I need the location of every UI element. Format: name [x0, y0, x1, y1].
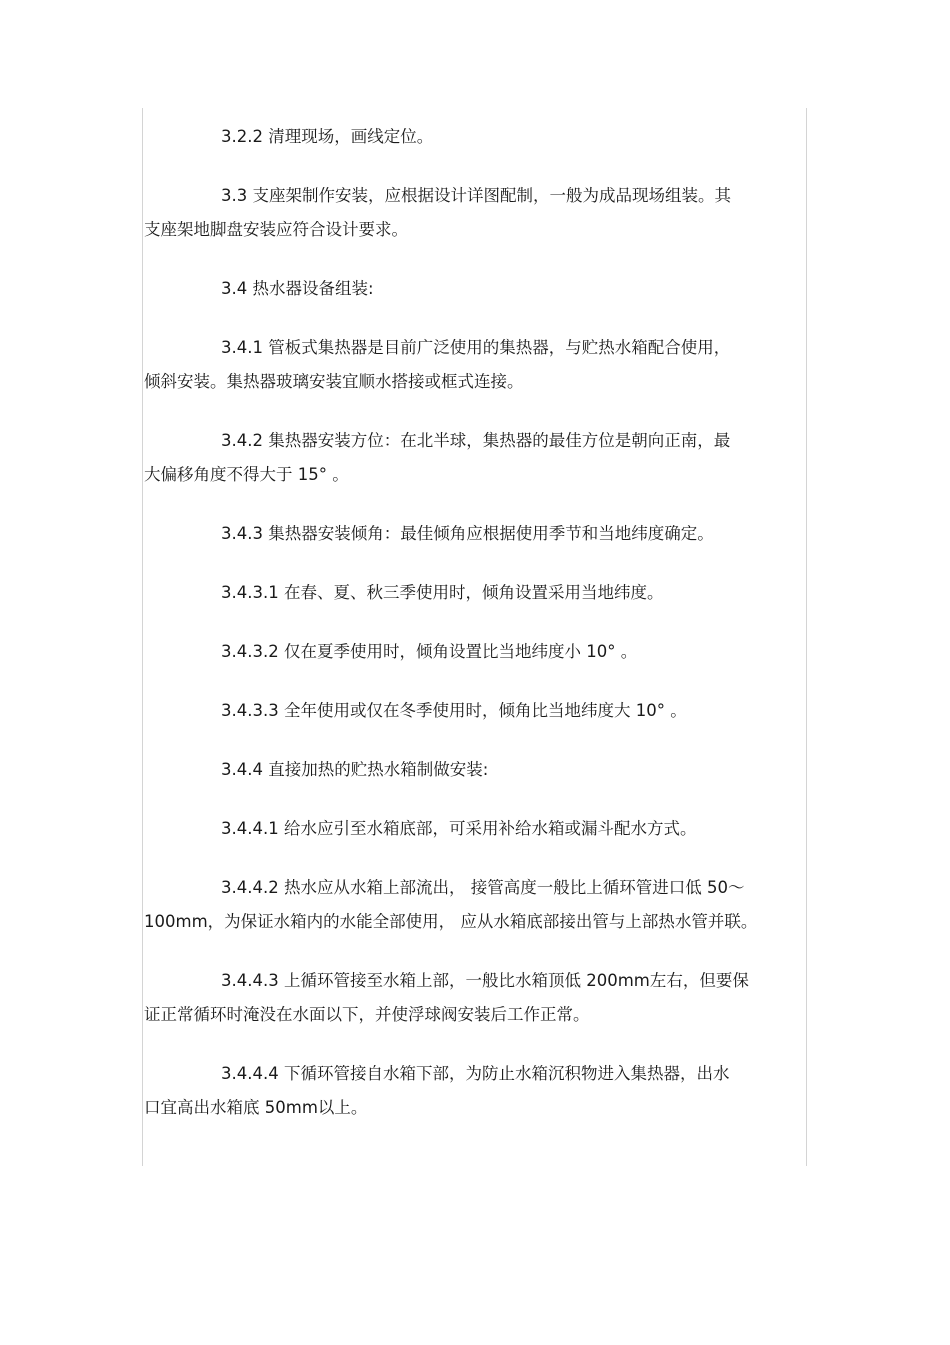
paragraph-3-4-1 [144, 331, 804, 399]
paragraph-3-4-4-3 [144, 964, 804, 1032]
text-line: 3.2.2 清理现场，画线定位。 [221, 127, 434, 146]
text-line: 3.4.1 管板式集热器是目前广泛使用的集热器，与贮热水箱配合使用， [221, 338, 731, 357]
paragraph-3-4-3-1 [144, 576, 804, 610]
text-line: 3.4.4.4 下循环管接自水箱下部，为防止水箱沉积物进入集热器，出水 [221, 1064, 730, 1083]
text-line: 3.4.4.2 热水应从水箱上部流出， 接管高度一般比上循环管进口低 50～ [221, 878, 745, 897]
text-line: 3.4.3.2 仅在夏季使用时，倾角设置比当地纬度小 10° 。 [221, 642, 638, 661]
text-line: 支座架地脚盘安装应符合设计要求。 [144, 220, 408, 239]
paragraph-3-2-2 [144, 120, 804, 154]
paragraph-3-4-3-2 [144, 635, 804, 669]
paragraph-3-4-4-4 [144, 1057, 804, 1125]
text-line: 3.4.3.1 在春、夏、秋三季使用时，倾角设置采用当地纬度。 [221, 583, 664, 602]
right-margin-rule [806, 108, 807, 1166]
paragraph-3-4 [144, 272, 804, 306]
paragraph-3-4-4-1 [144, 812, 804, 846]
text-line: 3.4.4.1 给水应引至水箱底部，可采用补给水箱或漏斗配水方式。 [221, 819, 697, 838]
text-line: 证正常循环时淹没在水面以下，并使浮球阀安装后工作正常。 [144, 1005, 590, 1024]
document-body [144, 120, 804, 1125]
text-line: 3.3 支座架制作安装，应根据设计详图配制，一般为成品现场组装。其 [221, 186, 731, 205]
text-line: 口宜高出水箱底 50mm以上。 [144, 1098, 368, 1117]
text-line: 3.4.2 集热器安装方位：在北半球，集热器的最佳方位是朝向正南，最 [221, 431, 731, 450]
text-line: 倾斜安装。集热器玻璃安装宜顺水搭接或框式连接。 [144, 372, 524, 391]
text-line: 3.4 热水器设备组装: [221, 279, 374, 298]
text-line: 3.4.4.3 上循环管接至水箱上部，一般比水箱顶低 200mm左右，但要保 [221, 971, 749, 990]
text-line: 3.4.4 直接加热的贮热水箱制做安装: [221, 760, 489, 779]
paragraph-3-3 [144, 179, 804, 247]
text-line: 3.4.3 集热器安装倾角：最佳倾角应根据使用季节和当地纬度确定。 [221, 524, 714, 543]
paragraph-3-4-2 [144, 424, 804, 492]
paragraph-3-4-4-2 [144, 871, 804, 939]
paragraph-3-4-3-3 [144, 694, 804, 728]
text-line: 3.4.3.3 全年使用或仅在冬季使用时，倾角比当地纬度大 10° 。 [221, 701, 687, 720]
paragraph-3-4-3 [144, 517, 804, 551]
text-line: 100mm，为保证水箱内的水能全部使用， 应从水箱底部接出管与上部热水管并联。 [144, 912, 758, 931]
left-margin-rule [142, 108, 143, 1166]
text-line: 大偏移角度不得大于 15° 。 [144, 465, 349, 484]
paragraph-3-4-4 [144, 753, 804, 787]
